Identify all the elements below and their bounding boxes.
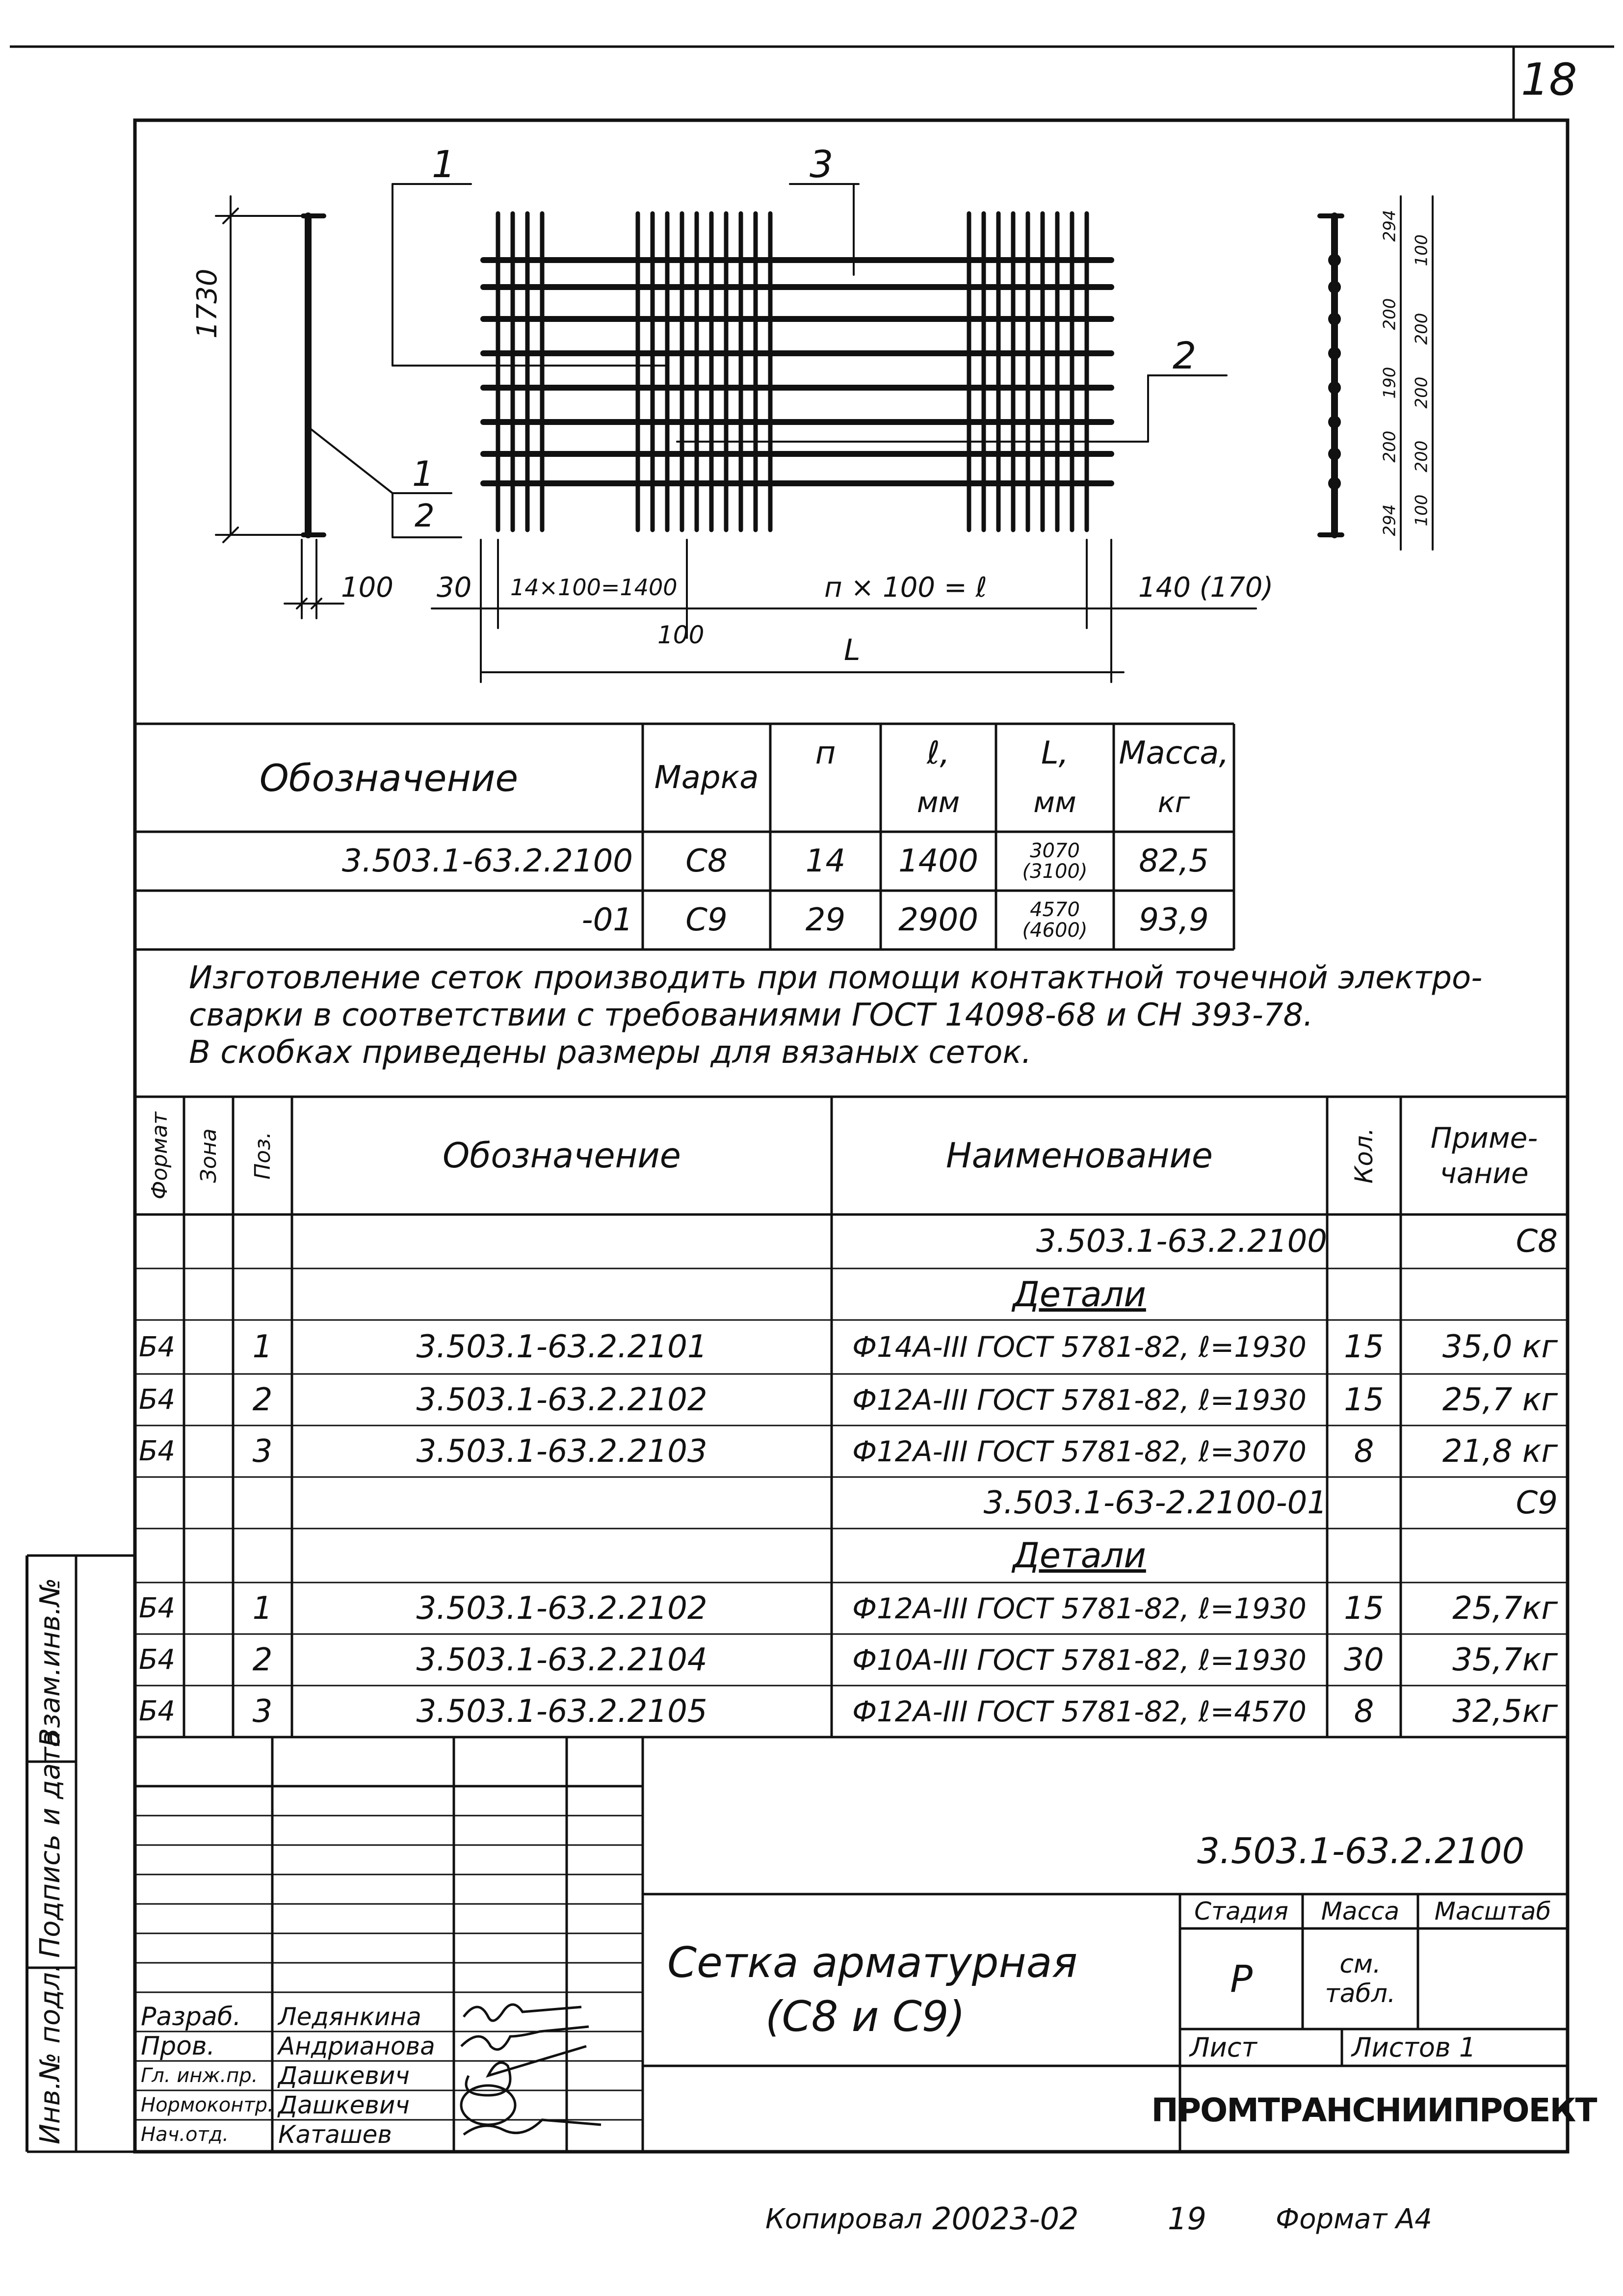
spec-cell-designation: 3.503.1-63.2.2101 — [416, 1329, 707, 1365]
callout-2: 2 — [1173, 334, 1197, 377]
spec-cell-name: Детали — [1013, 1535, 1146, 1576]
spec-cell-pos: 1 — [252, 1329, 273, 1365]
footer-number: 20023-02 — [932, 2201, 1079, 2237]
params-header-n: п — [815, 735, 836, 771]
spec-cell-pos: 2 — [252, 1381, 273, 1418]
dim-L: L — [844, 633, 861, 667]
drawing-title-line-2: (С8 и С9) — [765, 1992, 966, 2041]
title-block-code: 3.503.1-63.2.2100 — [1197, 1830, 1525, 1872]
role-label: Нормоконтр. — [141, 2094, 274, 2116]
spec-cell-qty: 8 — [1354, 1433, 1374, 1470]
spec-cell-designation: 3.503.1-63.2.2103 — [416, 1433, 707, 1470]
spec-header-format: Формат — [147, 1111, 172, 1200]
side-label-podpis: Подпись и дата — [34, 1730, 66, 1958]
spec-cell-name: Ф12А-III ГОСТ 5781-82, ℓ=3070 — [852, 1434, 1307, 1468]
spec-cell-note: 32,5кг — [1452, 1693, 1558, 1730]
role-person: Каташев — [278, 2120, 392, 2149]
spec-cell-format: Б4 — [139, 1592, 176, 1624]
spec-cell-pos: 2 — [252, 1641, 273, 1678]
role-label: Гл. инж.пр. — [141, 2064, 258, 2087]
spec-cell-designation: 3.503.1-63.2.2104 — [416, 1641, 707, 1678]
role-person: Ледянкина — [278, 2003, 421, 2031]
mass-label: Масса — [1321, 1897, 1400, 1926]
spec-cell-format: Б4 — [139, 1331, 176, 1363]
side-label-vzam: Взам.инв.№ — [34, 1578, 66, 1747]
spec-cell-pos: 3 — [252, 1693, 273, 1730]
side-dims-inner: 294 200 190 200 294 — [1380, 210, 1400, 536]
spec-cell-pos: 3 — [252, 1433, 273, 1470]
spec-cell-name: Ф12А-III ГОСТ 5781-82, ℓ=1930 — [852, 1591, 1307, 1625]
sheet-label: Лист — [1190, 2032, 1257, 2063]
callout-2-left: 2 — [415, 498, 435, 534]
callout-1-top: 1 — [432, 142, 456, 186]
footer-page: 19 — [1168, 2201, 1206, 2237]
spec-cell-format: Б4 — [139, 1435, 176, 1467]
note-line-1: Изготовление сеток производить при помощи контактной точечной электро- — [189, 960, 1483, 996]
mass-value: см. табл. — [1325, 1949, 1396, 2008]
role-person: Дашкевич — [278, 2091, 410, 2119]
spec-cell-designation: 3.503.1-63.2.2102 — [416, 1381, 707, 1418]
dim-100-left: 100 — [341, 572, 393, 604]
spec-header-designation: Обозначение — [443, 1135, 681, 1176]
dim-nx100: п × 100 = ℓ — [824, 572, 987, 604]
spec-cell-format: Б4 — [139, 1384, 176, 1416]
spec-cell-qty: 15 — [1344, 1381, 1384, 1418]
spec-cell-qty: 8 — [1354, 1693, 1374, 1730]
spec-header-zone: Зона — [196, 1128, 221, 1183]
footer-format: Формат А4 — [1276, 2203, 1432, 2235]
spec-cell-name: Ф14А-III ГОСТ 5781-82, ℓ=1930 — [852, 1330, 1307, 1364]
spec-cell-pos: 1 — [252, 1590, 273, 1627]
spec-cell-note: 25,7кг — [1452, 1590, 1558, 1627]
dim-30: 30 — [437, 572, 472, 604]
spec-cell-name: Ф12А-III ГОСТ 5781-82, ℓ=4570 — [852, 1694, 1307, 1728]
spec-cell-designation: 3.503.1-63.2.2105 — [416, 1693, 707, 1730]
side-dims-outer: 100 200 200 200 100 — [1412, 234, 1432, 527]
spec-header-name: Наименование — [946, 1135, 1213, 1176]
dim-14x100: 14×100=1400 — [510, 574, 678, 601]
note-line-3: В скобках приведены размеры для вязаных сеток. — [189, 1034, 1032, 1071]
spec-cell-qty: 15 — [1344, 1329, 1384, 1365]
callout-1-left: 1 — [412, 454, 434, 494]
dim-1730: 1730 — [191, 268, 223, 339]
note-line-2: сварки в соответствии с требованиями ГОСТ 14098-68 и СН 393-78. — [189, 997, 1313, 1033]
spec-header-qty: Кол. — [1350, 1128, 1378, 1184]
spec-cell-note: 21,8 кг — [1442, 1433, 1558, 1470]
stage-value: Р — [1230, 1957, 1253, 2001]
role-label: Пров. — [141, 2032, 215, 2061]
spec-header-note: Приме- чание — [1430, 1121, 1538, 1190]
stage-label: Стадия — [1194, 1897, 1288, 1926]
spec-cell-format: Б4 — [139, 1644, 176, 1676]
drawing-title-line-1: Сетка арматурная — [667, 1938, 1078, 1987]
sheet-number: 18 — [1521, 54, 1577, 106]
params-header-mass: Масса, кг — [1119, 735, 1229, 819]
spec-cell-name: 3.503.1-63-2.2100-01 — [983, 1484, 1327, 1521]
side-label-inv-podl: Инв.№ подл. — [34, 1963, 66, 2144]
spec-cell-note: С9 — [1516, 1484, 1558, 1521]
spec-cell-format: Б4 — [139, 1695, 176, 1727]
spec-cell-note: 35,7кг — [1452, 1641, 1558, 1678]
spec-cell-qty: 15 — [1344, 1590, 1384, 1627]
role-person: Дашкевич — [278, 2061, 410, 2090]
spec-cell-qty: 30 — [1344, 1641, 1384, 1678]
dim-100-mid: 100 — [657, 621, 705, 649]
spec-cell-note: С8 — [1516, 1223, 1558, 1260]
role-label: Нач.отд. — [141, 2123, 229, 2146]
sheets-label: Листов 1 — [1352, 2032, 1476, 2063]
signatures — [454, 1992, 611, 2152]
scale-label: Масштаб — [1434, 1897, 1551, 1926]
spec-cell-name: 3.503.1-63.2.2100 — [1036, 1223, 1327, 1260]
spec-cell-name: Детали — [1013, 1274, 1146, 1315]
params-header-designation: Обозначение — [259, 756, 519, 800]
footer-copied: Копировал — [765, 2203, 922, 2235]
callout-3: 3 — [810, 142, 834, 186]
spec-cell-note: 35,0 кг — [1442, 1329, 1558, 1365]
spec-cell-designation: 3.503.1-63.2.2102 — [416, 1590, 707, 1627]
spec-cell-note: 25,7 кг — [1442, 1381, 1558, 1418]
params-header-mark: Марка — [654, 760, 759, 796]
params-header-l: ℓ, мм — [916, 735, 960, 819]
organization-name: ПРОМТРАНСНИИПРОЕКТ — [1151, 2091, 1597, 2129]
role-person: Андрианова — [278, 2032, 435, 2060]
spec-header-pos: Поз. — [250, 1132, 275, 1180]
spec-cell-name: Ф10А-III ГОСТ 5781-82, ℓ=1930 — [852, 1643, 1307, 1677]
params-header-L: L, мм — [1033, 735, 1076, 819]
role-label: Разраб. — [141, 2002, 241, 2032]
dim-140: 140 (170) — [1138, 572, 1274, 604]
spec-cell-name: Ф12А-III ГОСТ 5781-82, ℓ=1930 — [852, 1383, 1307, 1417]
